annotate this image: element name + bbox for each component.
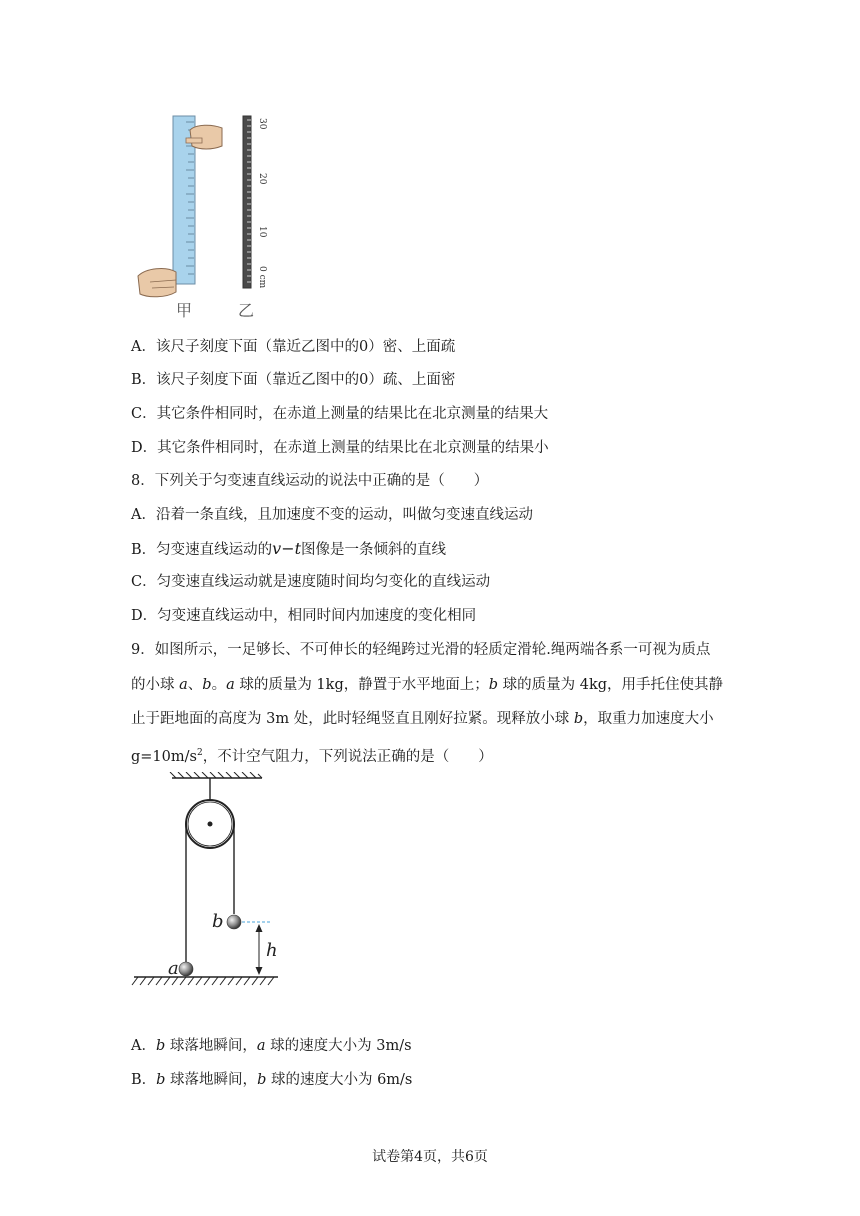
text-fragment: 、	[187, 677, 203, 693]
text-fragment: 球的质量为 4kg，用手托住使其静	[498, 677, 724, 693]
q9-stem-line1: 9．如图所示，一足够长、不可伸长的轻绳跨过光滑的轻质定滑轮.绳两端各系一可视为质点	[131, 642, 711, 658]
var-b: b	[155, 1038, 166, 1054]
var-a: a	[256, 1038, 266, 1054]
q7-option-a: A．该尺子刻度下面（靠近乙图中的0）密、上面疏	[131, 339, 456, 355]
ruler-tick-label: 10	[257, 226, 267, 238]
var-b: b	[202, 677, 212, 693]
ruler-tick-label: 0 cm	[257, 266, 267, 289]
text-fragment: 的小球	[131, 677, 180, 693]
q8-option-c: C．匀变速直线运动就是速度随时间均匀变化的直线运动	[131, 574, 491, 590]
var-b: b	[573, 711, 584, 727]
q8-stem: 8．下列关于匀变速直线运动的说法中正确的是（ ）	[131, 473, 489, 489]
text-fragment: B．	[131, 1072, 157, 1088]
text-fragment: A．	[131, 1038, 156, 1054]
label-a: a	[168, 958, 179, 979]
q9-option-a	[131, 1036, 412, 1056]
q7-option-b: B．该尺子刻度下面（靠近乙图中的0）疏、上面密	[131, 372, 456, 388]
figure-label-jia: 甲	[176, 301, 193, 320]
superscript: 2	[196, 748, 203, 758]
q9-stem-line3	[131, 709, 714, 729]
q8-option-a: A．沿着一条直线，且加速度不变的运动，叫做匀变速直线运动	[131, 507, 533, 523]
text-fragment: 止于距地面的高度为 3m 处，此时轻绳竖直且刚好拉紧。现释放小球	[131, 711, 574, 727]
text-fragment: ，不计空气阻力，下列说法正确的是（ ）	[202, 748, 493, 765]
text-fragment: ，取重力加速度大小	[583, 711, 714, 727]
var-b: b	[488, 677, 499, 693]
q9-stem-line4	[131, 743, 493, 767]
q7-option-d: D．其它条件相同时，在赤道上测量的结果比在北京测量的结果小	[131, 440, 549, 456]
math-v-t: v−t	[272, 539, 302, 558]
text-fragment: 球的质量为 1kg，静置于水平地面上；	[234, 677, 489, 693]
text-fragment: 球落地瞬间，	[165, 1038, 257, 1054]
text-fragment: 。	[211, 677, 227, 693]
q8-option-b	[131, 539, 446, 560]
text-fragment: 球的速度大小为 6m/s	[266, 1072, 413, 1088]
var-b: b	[257, 1072, 267, 1088]
text-fragment: g=10m/s	[131, 748, 197, 765]
ruler-figure	[130, 108, 290, 320]
var-a: a	[226, 677, 235, 693]
q9-option-b	[131, 1070, 412, 1090]
ruler-tick-label: 20	[257, 173, 267, 185]
label-b: b	[212, 911, 224, 932]
var-a: a	[179, 677, 188, 693]
q8-option-b-pre: B．匀变速直线运动的	[131, 542, 273, 558]
q8-option-b-post: 图像是一条倾斜的直线	[301, 542, 447, 558]
var-b: b	[156, 1072, 166, 1088]
page-footer: 试卷第4页，共6页	[372, 1149, 488, 1165]
q8-option-d: D．匀变速直线运动中，相同时间内加速度的变化相同	[131, 608, 477, 624]
label-h: h	[266, 940, 278, 961]
q9-stem-line2	[131, 675, 723, 695]
pulley-figure	[128, 772, 288, 994]
figure-label-yi: 乙	[238, 301, 255, 320]
ruler-tick-label: 30	[257, 118, 267, 130]
text-fragment: 球落地瞬间，	[165, 1072, 258, 1088]
q7-option-c: C．其它条件相同时，在赤道上测量的结果比在北京测量的结果大	[131, 406, 549, 422]
text-fragment: 球的速度大小为 3m/s	[265, 1038, 412, 1054]
